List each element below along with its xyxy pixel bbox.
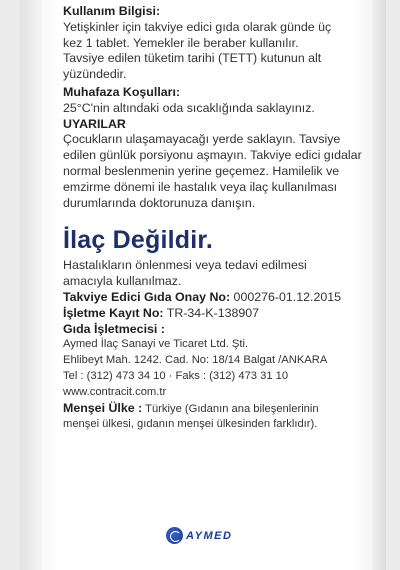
registration-value: TR-34-K-138907 <box>163 305 260 320</box>
operator-line: Aymed İlaç Sanayi ve Ticaret Ltd. Şti. <box>63 338 249 351</box>
approval-row <box>63 290 363 306</box>
warnings-line: durumlarında doktorunuza danışın. <box>63 195 256 210</box>
label-text <box>63 4 363 433</box>
box-edge-left <box>20 0 42 570</box>
storage-line: 25°C'nin altındaki oda sıcaklığında saklayınız. <box>63 100 315 115</box>
operator-heading: Gıda İşletmecisi : <box>63 321 165 336</box>
usage-line: kez 1 tablet. Yemekler ile beraber kullanılır. <box>63 35 299 50</box>
approval-value: 000276-01.12.2015 <box>230 289 342 304</box>
operator-line: www.contracit.com.tr <box>63 385 167 398</box>
operator-line: Ehlibeyt Mah. 1242. Cad. No: 18/14 Balgat /ANKARA <box>63 354 328 367</box>
box-edge-right <box>372 0 386 570</box>
registration-row <box>63 306 363 322</box>
aymed-logo-text: AYMED <box>186 529 233 542</box>
usage-line: Tavsiye edilen tüketim tarihi (TETT) kutunun alt <box>63 51 322 66</box>
warnings-line: edilen günlük porsiyonu aşmayın. Takviye edici gıdalar <box>63 148 362 163</box>
not-medicine-line: Hastalıkların önlenmesi veya tedavi edilmesi <box>63 258 307 273</box>
usage-line: yüzündedir. <box>63 67 127 82</box>
aymed-logo-icon <box>166 527 183 544</box>
origin-label: Menşei Ülke : <box>63 400 143 415</box>
approval-label: Takviye Edici Gıda Onay No: <box>63 289 231 304</box>
warnings-line: normal beslenmenin yerine geçemez. Hamilelik ve <box>63 163 340 178</box>
not-medicine-title: İlaç Değildir. <box>63 226 214 255</box>
warnings-line: emzirme dönemi ile hastalık veya ilaç kullanılması <box>63 179 338 194</box>
storage-heading: Muhafaza Koşulları: <box>63 84 181 99</box>
usage-line: Yetişkinler için takviye edici gıda olarak günde üç <box>63 19 332 34</box>
warnings-line: Çocukların ulaşamayacağı yerde saklayın. Tavsiye <box>63 132 341 147</box>
registration-label: İşletme Kayıt No: <box>63 305 164 320</box>
origin-value: Türkiye (Gıdanın ana bileşenlerinin <box>142 402 319 415</box>
aymed-logo <box>166 527 232 544</box>
origin-line-2: menşei ülkesi, gıdanın menşei ülkesinden farklıdır). <box>63 418 318 431</box>
origin-row <box>63 401 363 418</box>
not-medicine-line: amacıyla kullanılmaz. <box>63 274 182 289</box>
operator-line: Tel : (312) 473 34 10 · Faks : (312) 473 31 10 <box>63 369 289 382</box>
warnings-heading: UYARILAR <box>63 116 126 131</box>
usage-heading: Kullanım Bilgisi: <box>63 4 161 18</box>
